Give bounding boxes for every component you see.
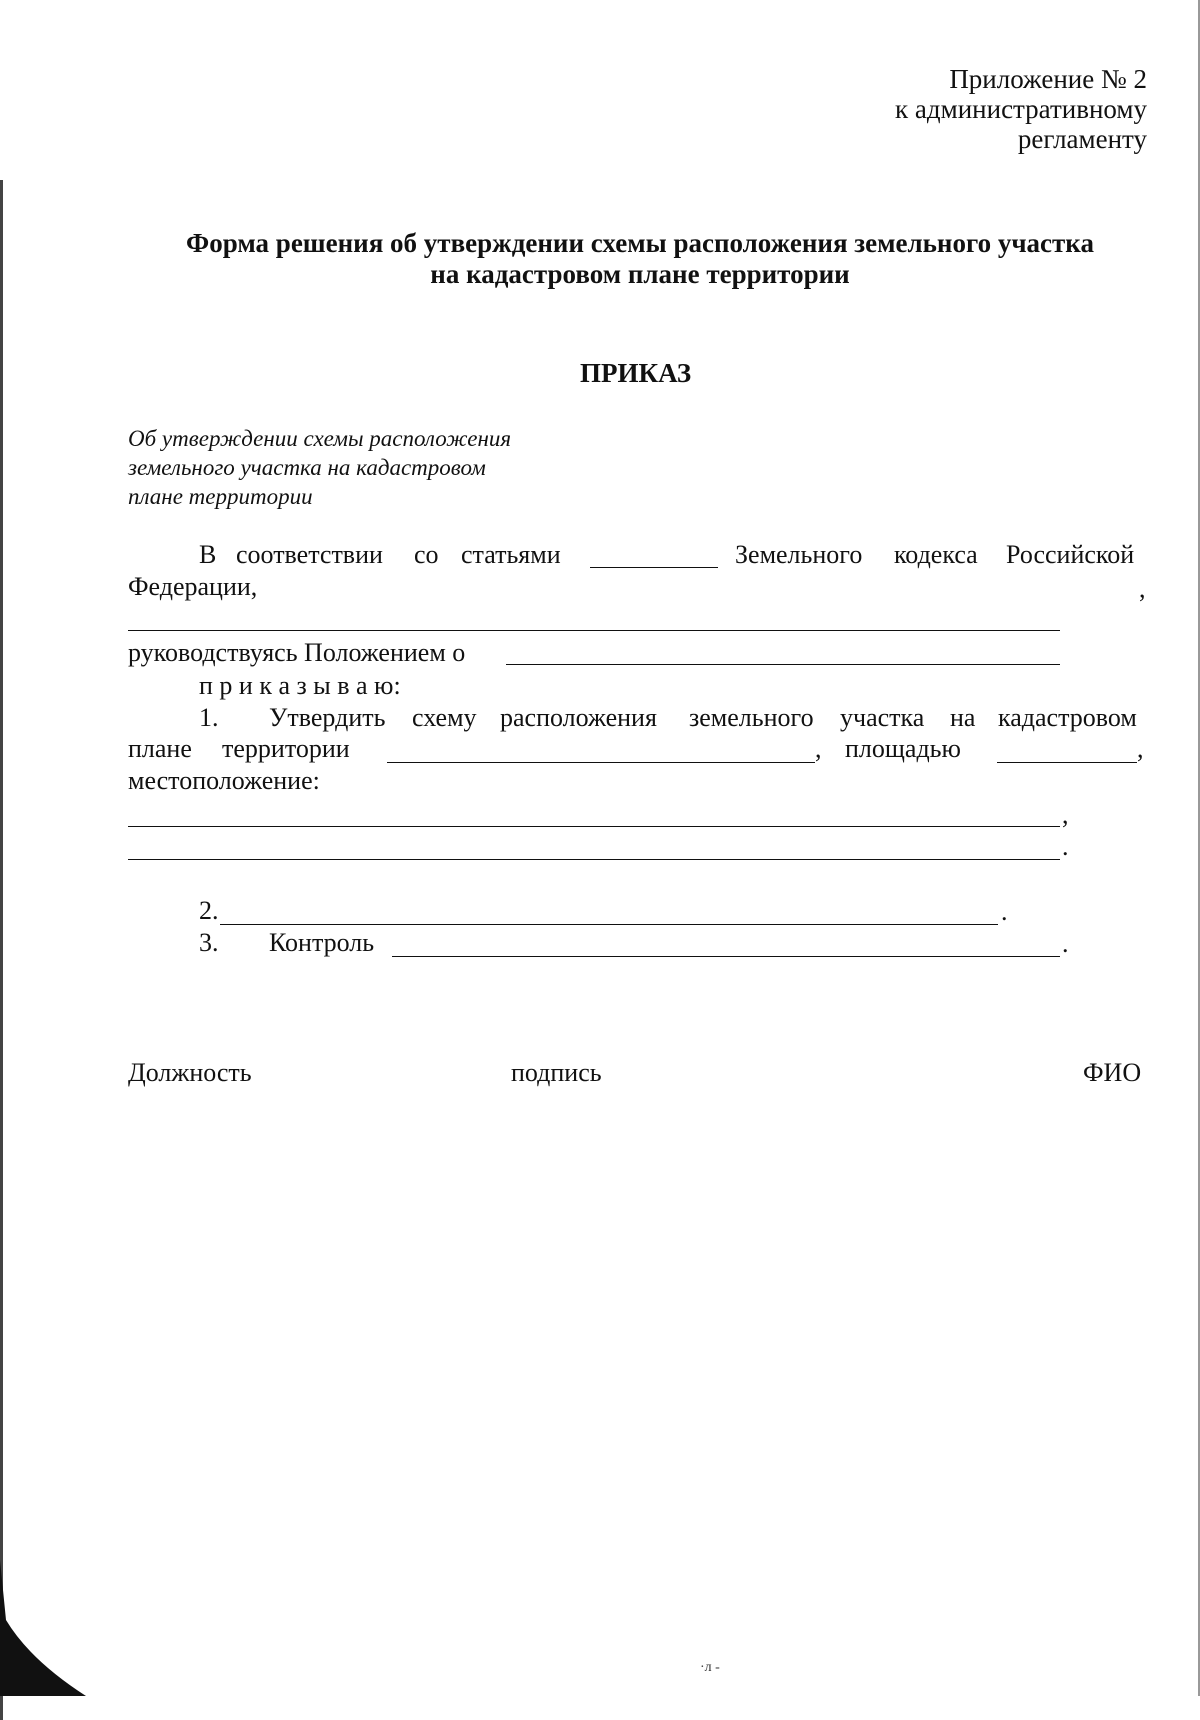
blank-location-1[interactable] xyxy=(128,826,1060,827)
guided-by-label: руководствуясь Положением о xyxy=(128,638,466,667)
item1-word: кадастровом xyxy=(998,703,1137,732)
signature-position: Должность xyxy=(128,1058,252,1087)
blank-articles[interactable] xyxy=(590,567,718,568)
p1-comma: , xyxy=(1139,574,1146,603)
item1-word: схему xyxy=(412,703,477,732)
scan-edge-left xyxy=(0,180,3,1720)
subject-line1: Об утверждении схемы расположения xyxy=(128,426,512,451)
item3-end: . xyxy=(1062,929,1069,958)
location-line1-end: , xyxy=(1062,800,1069,829)
p1-word: со xyxy=(414,540,439,569)
p1-word: В xyxy=(199,540,217,569)
blank-line-basis[interactable] xyxy=(128,630,1060,631)
form-title-line2: на кадастровом плане территории xyxy=(430,259,850,289)
subject-line2: земельного участка на кадастровом xyxy=(128,455,486,480)
order-word: п р и к а з ы в а ю: xyxy=(199,671,401,700)
item1-word: на xyxy=(950,703,976,732)
signature-sign: подпись xyxy=(511,1058,602,1087)
form-title-line1: Форма решения об утверждении схемы расположения земельного участка xyxy=(186,228,1094,258)
item3-label: Контроль xyxy=(269,928,375,957)
item1-word: расположения xyxy=(500,703,657,732)
location-label: местоположение: xyxy=(128,766,320,795)
scan-corner-shadow xyxy=(0,1560,90,1696)
item1-line2-comma: , xyxy=(815,734,822,763)
item3-number: 3. xyxy=(199,928,219,957)
item1-line2-word: территории xyxy=(222,734,350,763)
item1-word: Утвердить xyxy=(269,703,386,732)
item1-word: участка xyxy=(840,703,925,732)
blank-item2[interactable] xyxy=(220,924,998,925)
item1-line2-word: плане xyxy=(128,734,192,763)
order-subject xyxy=(128,424,511,511)
page-mark: ·л - xyxy=(700,1660,720,1675)
p1-word: Земельного xyxy=(735,540,863,569)
p1-word: статьями xyxy=(461,540,561,569)
p1-line2: Федерации, xyxy=(128,572,258,601)
item1-line2-word: площадью xyxy=(845,734,961,763)
p1-word: Российской xyxy=(1006,540,1135,569)
p1-word: кодекса xyxy=(894,540,978,569)
appendix-number: Приложение № 2 xyxy=(949,64,1147,94)
form-title xyxy=(0,228,1200,290)
blank-regulation[interactable] xyxy=(506,664,1060,665)
order-title: ПРИКАЗ xyxy=(580,358,692,388)
appendix-ref-end: регламенту xyxy=(1017,124,1147,154)
p1-word: соответствии xyxy=(236,540,383,569)
item2-number: 2. xyxy=(199,896,219,925)
subject-line3: плане территории xyxy=(128,484,313,509)
blank-territory[interactable] xyxy=(387,762,815,763)
item2-end: . xyxy=(1001,897,1008,926)
blank-control[interactable] xyxy=(392,956,1060,957)
item1-number: 1. xyxy=(199,703,219,732)
signature-name: ФИО xyxy=(1083,1058,1142,1087)
item1-line2-end: , xyxy=(1137,734,1144,763)
blank-location-2[interactable] xyxy=(128,859,1060,860)
appendix-ref: к административному xyxy=(895,94,1147,124)
blank-area[interactable] xyxy=(997,762,1137,763)
appendix-header xyxy=(895,64,1147,154)
item1-word: земельного xyxy=(689,703,814,732)
location-line2-end: . xyxy=(1062,832,1069,861)
